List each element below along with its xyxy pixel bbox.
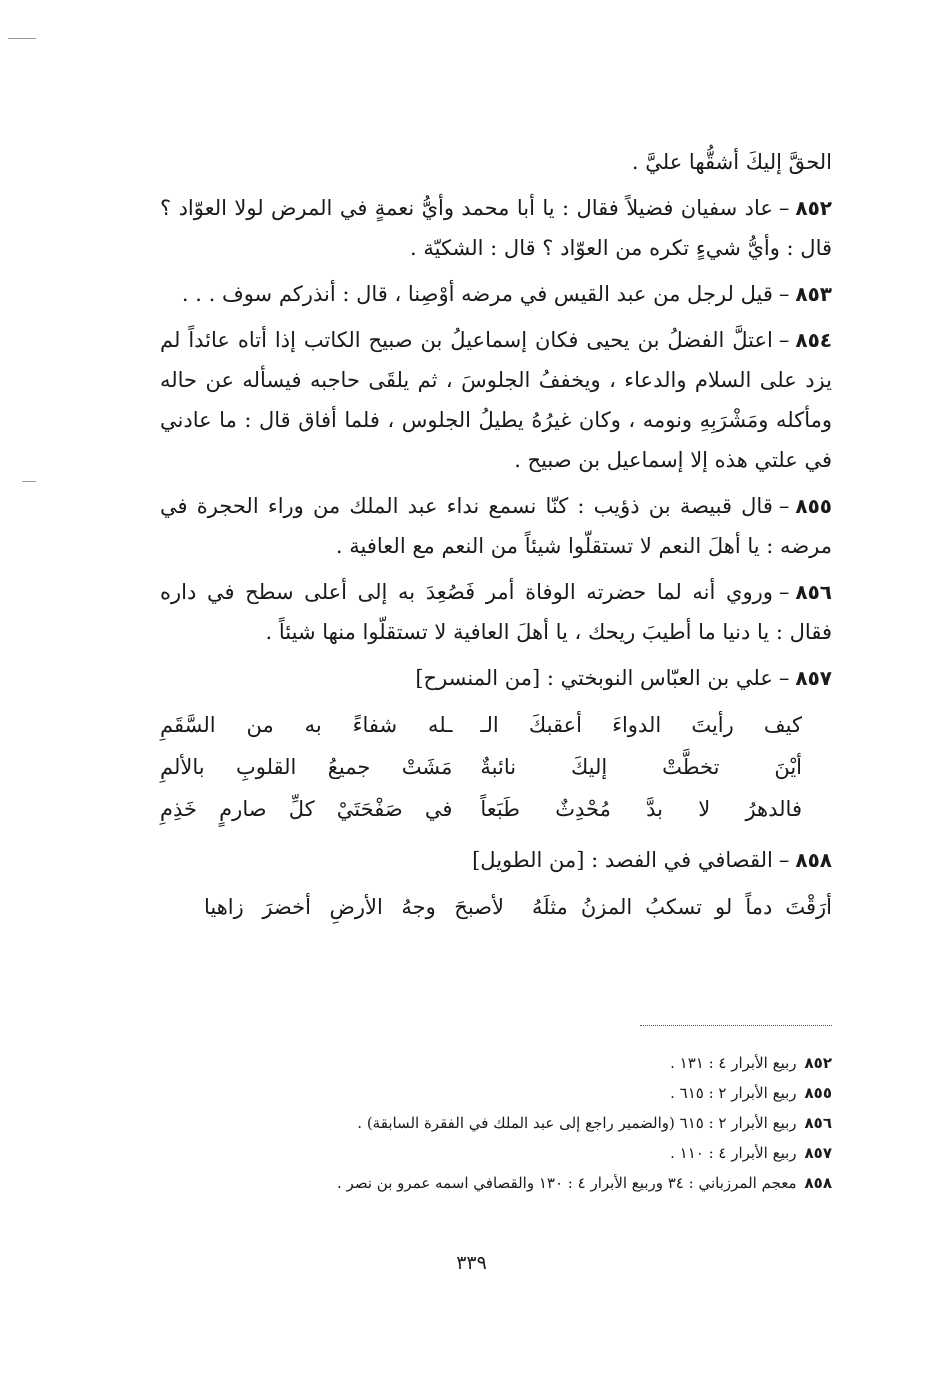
verse-second-hemistich: في صَفْحَتَيْ كلِّ صارمٍ خَذِمِ bbox=[160, 797, 453, 821]
footnote-number: ٨٥٦ bbox=[804, 1114, 832, 1132]
entry-dash: – bbox=[778, 328, 790, 352]
verse-line bbox=[160, 788, 802, 830]
entry-dash: – bbox=[778, 196, 790, 220]
entry-number: ٨٥٧ bbox=[795, 666, 832, 690]
footnote bbox=[160, 1048, 832, 1078]
verse-second-hemistich: لأصبحَ وجهُ الأرضِ أخضرَ زاهيا bbox=[204, 895, 504, 919]
entry-number: ٨٥٤ bbox=[795, 328, 832, 352]
paragraph-853 bbox=[160, 274, 832, 314]
verse-first-hemistich: كيف رأيتَ الدواءَ أعقبكَ الـ bbox=[480, 713, 802, 737]
entry-number: ٨٥٨ bbox=[795, 848, 832, 872]
paragraph-text: اعتلَّ الفضلُ بن يحيى فكان إسماعيلُ بن صبيح الكاتب إذا أتاه عائداً لم يزد على السلام والدعاء ، ويخففُ الجلوسَ ، ثم يلقَى حاجبه فيسأله عن حاله ومأكله ومَشْرَبِهِ ونومه ، وكان غيرُهُ يطيلُ الجلوس ، فلما أفاق قال : ما عادني في علتي هذه إلا إسماعيل بن صبيح . bbox=[160, 328, 832, 472]
paragraph-text: عاد سفيان فضيلاً فقال : يا أبا محمد وأيُّ نعمةٍ في المرض لولا العوّاد ؟ قال : وأيُّ شيءٍ تكره من العوّاد ؟ قال : الشكيّة . bbox=[160, 196, 832, 260]
footnote bbox=[160, 1138, 832, 1168]
page-number: ٣٣٩ bbox=[456, 1252, 487, 1274]
paragraph-text: الحقَّ إليكَ أشقُّها عليَّ . bbox=[631, 150, 832, 174]
paragraph-text: القصافي في الفصد : [من الطويل] bbox=[472, 848, 773, 872]
footnote bbox=[160, 1108, 832, 1138]
verse-line bbox=[160, 746, 802, 788]
entry-number: ٨٥٥ bbox=[795, 494, 832, 518]
verse-second-hemistich: مَشَتْ جميعُ القلوبِ بالألمِ bbox=[160, 755, 453, 779]
footnote-number: ٨٥٢ bbox=[804, 1054, 832, 1072]
entry-dash: – bbox=[778, 848, 790, 872]
poem-857 bbox=[160, 704, 832, 830]
paragraph-856 bbox=[160, 572, 832, 652]
paragraph-text: قال قبيصة بن ذؤيب : كنّا نسمع نداء عبد الملك من وراء الحجرة في مرضه : يا أهلَ النعم لا تستقلّوا شيئاً من النعم مع العافية . bbox=[160, 494, 832, 558]
main-text bbox=[160, 142, 832, 938]
entry-number: ٨٥٣ bbox=[795, 282, 832, 306]
footnote-number: ٨٥٥ bbox=[804, 1084, 832, 1102]
paragraph-text: قيل لرجل من عبد القيس في مرضه أوْصِنا ، قال : أنذركم سوف . . . bbox=[181, 282, 773, 306]
verse-first-hemistich: أيْنَ تخطَّتْ إليكَ نائبةٌ bbox=[480, 755, 802, 779]
paragraph-continuation bbox=[160, 142, 832, 182]
poem-858 bbox=[160, 886, 832, 928]
paragraph-852 bbox=[160, 188, 832, 268]
footnote-text: ربيع الأبرار ٢ : ٦١٥ (والضمير راجع إلى عبد الملك في الفقرة السابقة) . bbox=[357, 1114, 797, 1132]
verse-second-hemistich: ـله شفاءً به من السَّقَمِ bbox=[160, 713, 453, 737]
scan-edge-mark-top bbox=[8, 38, 36, 39]
paragraph-854 bbox=[160, 320, 832, 480]
verse-line bbox=[160, 704, 802, 746]
entry-number: ٨٥٦ bbox=[795, 580, 832, 604]
footnote-text: ربيع الأبرار ٢ : ٦١٥ . bbox=[670, 1084, 797, 1102]
footnotes bbox=[160, 1048, 832, 1198]
footnote bbox=[160, 1078, 832, 1108]
entry-dash: – bbox=[778, 282, 790, 306]
verse-line bbox=[160, 886, 832, 928]
footnote-text: ربيع الأبرار ٤ : ١٣١ . bbox=[670, 1054, 797, 1072]
entry-dash: – bbox=[778, 494, 790, 518]
paragraph-text: وروي أنه لما حضرته الوفاة أمر فَصُعِدَ به إلى أعلى سطح في داره فقال : يا دنيا ما أطيبَ ريحك ، يا أهلَ العافية لا تستقلّوا منها شيئاً . bbox=[160, 580, 832, 644]
verse-first-hemistich: أرَقْتَ دماً لو تسكبُ المزنُ مثلَهُ bbox=[532, 895, 832, 919]
footnote-number: ٨٥٨ bbox=[804, 1174, 832, 1192]
footnote-number: ٨٥٧ bbox=[804, 1144, 832, 1162]
footnote bbox=[160, 1168, 832, 1198]
footnote-text: ربيع الأبرار ٤ : ١١٠ . bbox=[670, 1144, 797, 1162]
entry-dash: – bbox=[778, 580, 790, 604]
entry-dash: – bbox=[778, 666, 790, 690]
paragraph-text: علي بن العبّاس النوبختي : [من المنسرح] bbox=[415, 666, 773, 690]
footnote-separator bbox=[640, 1025, 832, 1026]
footnote-text: معجم المرزباني : ٣٤ وربيع الأبرار ٤ : ١٣٠ والقصافي اسمه عمرو بن نصر . bbox=[337, 1174, 797, 1192]
scan-edge-mark-middle bbox=[22, 481, 36, 482]
paragraph-858 bbox=[160, 840, 832, 880]
paragraph-855 bbox=[160, 486, 832, 566]
entry-number: ٨٥٢ bbox=[795, 196, 832, 220]
verse-first-hemistich: فالدهرُ لا بدَّ مُحْدِثٌ طَبَعاً bbox=[480, 797, 802, 821]
paragraph-857 bbox=[160, 658, 832, 698]
